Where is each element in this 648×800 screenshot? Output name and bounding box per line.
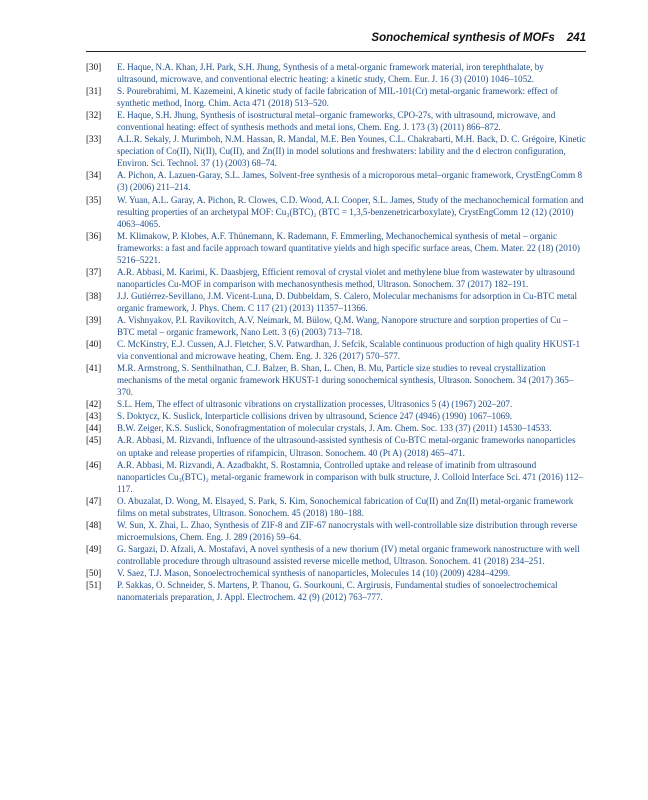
reference-entry xyxy=(86,422,586,434)
reference-number: [45] xyxy=(86,435,102,446)
reference-entry xyxy=(86,194,586,230)
reference-entry xyxy=(86,362,586,398)
reference-entry xyxy=(86,519,586,543)
reference-citation-link[interactable]: S.L. Hem, The effect of ultrasonic vibrations on crystallization processes, Ultrasonics 5 (4) (1967) 202–207. xyxy=(117,399,513,410)
reference-citation-link[interactable]: O. Abuzalat, D. Wong, M. Elsayed, S. Park, S. Kim, Sonochemical fabrication of Cu(II) and Zn(II) metal-organic framework films on metal substrates, Ultrason. Sonochem. 45 (2018) 180–188. xyxy=(117,495,574,518)
reference-number: [43] xyxy=(86,411,102,422)
running-title: Sonochemical synthesis of MOFs xyxy=(371,32,555,44)
reference-entry xyxy=(86,338,586,362)
reference-citation-link[interactable]: B.W. Zeiger, K.S. Suslick, Sonofragmentation of molecular crystals, J. Am. Chem. Soc. 133 (37) (2011) 14530–14533. xyxy=(117,423,552,434)
reference-number: [51] xyxy=(86,580,102,591)
reference-citation-link[interactable]: S. Doktycz, K. Suslick, Interparticle collisions driven by ultrasound, Science 247 (4946) (1990) 1067–1069. xyxy=(117,411,513,422)
reference-citation-link[interactable]: V. Saez, T.J. Mason, Sonoelectrochemical synthesis of nanoparticles, Molecules 14 (10) (2009) 4284–4299. xyxy=(117,567,511,578)
reference-number: [35] xyxy=(86,194,102,205)
reference-entry xyxy=(86,579,586,603)
reference-citation-link[interactable]: G. Sargazi, D. Afzali, A. Mostafavi, A novel synthesis of a new thorium (IV) metal organic framework nanostructure with well controllable procedure through ultrasound assisted reverse micelle method, Ultrason. Sonochem. 41 (2018) 234–251. xyxy=(117,543,580,566)
reference-number: [39] xyxy=(86,314,102,325)
page-number: 241 xyxy=(566,32,586,44)
reference-citation-link[interactable]: A.R. Abbasi, M. Rizvandi, Influence of the ultrasound-assisted synthesis of Cu-BTC metal-organic frameworks nanoparticles on uptake and release properties of rifampicin, Ultrason. Sonochem. 40 (Pt A) (2018) 465–471. xyxy=(117,435,576,458)
reference-entry xyxy=(86,85,586,109)
reference-entry xyxy=(86,567,586,579)
reference-entry xyxy=(86,61,586,85)
reference-number: [33] xyxy=(86,134,102,145)
reference-entry xyxy=(86,459,586,495)
reference-citation-link[interactable]: P. Sakkas, O. Schneider, S. Martens, P. Thanou, G. Sourkouni, C. Argirusis, Fundamental studies of sonoelectrochemical nanomaterials preparation, J. Appl. Electrochem. 42 (9) (2012) 763–777. xyxy=(117,580,558,603)
reference-citation-link[interactable]: E. Haque, N.A. Khan, J.H. Park, S.H. Jhung, Synthesis of a metal-organic framework material, iron terephthalate, by ultrasound, microwave, and conventional electric heating: a kinetic study, Chem. Eur. J. 16 (3) (2010) 1046–1052. xyxy=(117,62,544,85)
reference-entry xyxy=(86,495,586,519)
reference-citation-link[interactable]: W. Yuan, A.L. Garay, A. Pichon, R. Clowes, C.D. Wood, A.I. Cooper, S.L. James, Study of the mechanochemical formation and resulting properties of an archetypal MOF: Cu₃(BTC)₂ (BTC = 1,3,5-benzenetricarboxylate), CrystEngComm 12 (12) (2010) 4063–4065. xyxy=(117,194,584,229)
reference-number: [47] xyxy=(86,495,102,506)
reference-number: [36] xyxy=(86,230,102,241)
reference-entry xyxy=(86,169,586,193)
reference-number: [44] xyxy=(86,423,102,434)
reference-citation-link[interactable]: M. Klimakow, P. Klobes, A.F. Thünemann, K. Rademann, F. Emmerling, Mechanochemical synthesis of metal – organic frameworks: a fast and facile approach toward quantitative yields and high specific surface areas, Chem. Mater. 22 (18) (2010) 5216–5221. xyxy=(117,230,580,265)
reference-number: [30] xyxy=(86,62,102,72)
reference-citation-link[interactable]: A. Vishnyakov, P.I. Ravikovitch, A.V. Neimark, M. Bülow, Q.M. Wang, Nanopore structure and sorption properties of Cu – BTC metal – organic framework, Nano Lett. 3 (6) (2003) 713–718. xyxy=(117,314,568,338)
reference-citation-link[interactable]: A.L.R. Sekaly, J. Murimboh, N.M. Hassan, R. Mandal, M.E. Ben Younes, C.L. Chakrabarti, M.H. Back, D. C. Grégoire, Kinetic speciation of Co(II), Ni(II), Cu(II), and Zn(II) in model solutions and freshwaters: lability and the d electron configuration, Environ. Sci. Technol. 37 (1) (2003) 68–74. xyxy=(117,134,586,169)
reference-citation-link[interactable]: J.J. Gutiérrez-Sevillano, J.M. Vicent-Luna, D. Dubbeldam, S. Calero, Molecular mechanisms for adsorption in Cu-BTC metal organic framework, J. Phys. Chem. C 117 (21) (2013) 11357–11366. xyxy=(117,290,578,313)
reference-entry xyxy=(86,230,586,266)
reference-citation-link[interactable]: M.R. Armstrong, S. Senthilnathan, C.J. Balzer, B. Shan, L. Chen, B. Mu, Particle size studies to reveal crystallization mechanisms of the metal organic framework HKUST-1 during sonochemical synthesis, Ultrason. Sonochem. 34 (2017) 365–370. xyxy=(117,363,574,398)
reference-citation-link[interactable]: S. Pourebrahimi, M. Kazemeini, A kinetic study of facile fabrication of MIL-101(Cr) metal-organic framework: effect of synthetic method, Inorg. Chim. Acta 471 (2018) 513–520. xyxy=(117,86,558,109)
reference-number: [48] xyxy=(86,519,102,530)
reference-entry xyxy=(86,133,586,169)
reference-citation-link[interactable]: A. Pichon, A. Lazuen-Garay, S.L. James, Solvent-free synthesis of a microporous metal–organic framework, CrystEngComm 8 (3) (2006) 211–214. xyxy=(117,170,583,193)
reference-entry xyxy=(86,543,586,567)
reference-list xyxy=(86,61,586,603)
reference-citation-link[interactable]: A.R. Abbasi, M. Rizvandi, A. Azadbakht, S. Rostamnia, Controlled uptake and release of imatinib from ultrasound nanoparticles Cu₃(BTC)₂ metal-organic framework in comparison with bulk structure, J. Colloid Interface Sci. 471 (2016) 112–117. xyxy=(117,459,584,494)
reference-number: [37] xyxy=(86,266,102,277)
reference-number: [38] xyxy=(86,290,102,301)
reference-entry xyxy=(86,398,586,410)
reference-number: [46] xyxy=(86,459,102,470)
reference-entry xyxy=(86,434,586,458)
reference-citation-link[interactable]: C. McKinstry, E.J. Cussen, A.J. Fletcher, S.V. Patwardhan, J. Sefcik, Scalable continuous production of high quality HKUST-1 via conventional and microwave heating, Chem. Eng. J. 326 (2017) 570–577. xyxy=(117,339,581,362)
reference-citation-link[interactable]: E. Haque, S.H. Jhung, Synthesis of isostructural metal–organic frameworks, CPO-27s, with ultrasound, microwave, and conventional heating: effect of synthesis methods and metal ions, Chem. Eng. J. 173 (3) (2011) 866–872. xyxy=(117,110,556,133)
reference-number: [42] xyxy=(86,399,102,410)
running-header xyxy=(86,32,586,50)
reference-number: [49] xyxy=(86,543,102,554)
reference-number: [31] xyxy=(86,86,102,97)
reference-number: [41] xyxy=(86,363,102,374)
reference-entry xyxy=(86,410,586,422)
reference-entry xyxy=(86,109,586,133)
reference-number: [50] xyxy=(86,567,102,578)
reference-entry xyxy=(86,266,586,290)
reference-number: [34] xyxy=(86,170,102,181)
reference-citation-link[interactable]: A.R. Abbasi, M. Karimi, K. Daasbjerg, Efficient removal of crystal violet and methylene blue from wastewater by ultrasound nanoparticles Cu-MOF in comparison with mechanosynthesis method, Ultrason. Sonochem. 37 (2017) 182–191. xyxy=(117,266,575,289)
reference-entry xyxy=(86,314,586,338)
reference-number: [32] xyxy=(86,110,102,121)
reference-entry xyxy=(86,290,586,314)
reference-citation-link[interactable]: W. Sun, X. Zhai, L. Zhao, Synthesis of ZIF-8 and ZIF-67 nanocrystals with well-controllable size distribution through reverse microemulsions, Chem. Eng. J. 289 (2016) 59–64. xyxy=(117,519,578,542)
reference-number: [40] xyxy=(86,339,102,350)
header-rule xyxy=(86,51,586,52)
